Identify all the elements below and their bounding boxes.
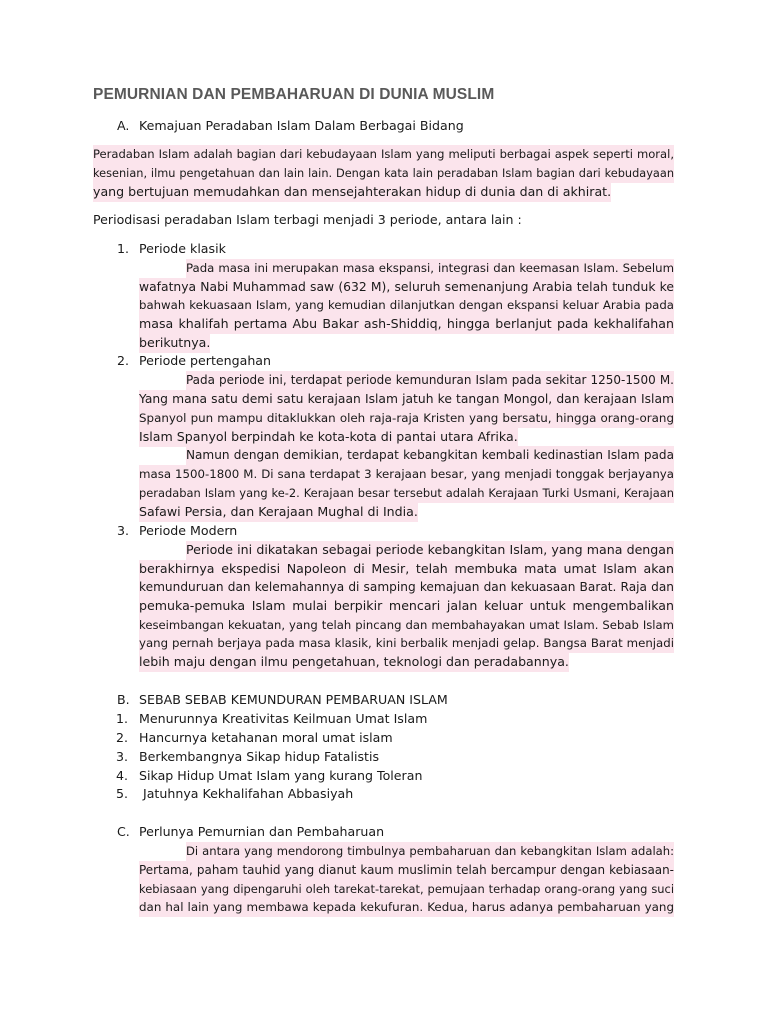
section-a-marker: A. — [117, 118, 130, 133]
list-item-marker: 2. — [116, 730, 129, 745]
paragraph-line: masa 1500-1800 M. Di sana terdapat 3 kerajaan besar, yang menjadi tonggak berjayanya — [139, 465, 674, 484]
paragraph-line: berakhirnya ekspedisi Napoleon di Mesir, telah membuka mata umat Islam akan — [139, 560, 674, 579]
paragraph-line: pemuka-pemuka Islam mulai berpikir mencari jalan keluar untuk mengembalikan — [139, 597, 674, 616]
period-marker: 3. — [117, 523, 130, 538]
intro-line: kesenian, ilmu pengetahuan dan lain lain. Dengan kata lain peradaban Islam bagian dari kebudayaan — [93, 164, 674, 183]
paragraph-line: Safawi Persia, dan Kerajaan Mughal di India. — [139, 503, 418, 522]
period-marker: 1. — [117, 241, 130, 256]
period-heading: Periode pertengahan — [139, 353, 272, 368]
list-item-marker: 3. — [116, 749, 129, 764]
document-title: PEMURNIAN DAN PEMBAHARUAN DI DUNIA MUSLIM — [93, 86, 495, 103]
intro-line: Peradaban Islam adalah bagian dari kebudayaan Islam yang meliputi berbagai aspek seperti moral, — [93, 145, 674, 164]
list-item: Hancurnya ketahanan moral umat islam — [139, 730, 393, 745]
section-a-heading: Kemajuan Peradaban Islam Dalam Berbagai Bidang — [139, 118, 464, 133]
section-c-marker: C. — [117, 824, 130, 839]
period-marker: 2. — [117, 353, 130, 368]
paragraph-line: Namun dengan demikian, terdapat kebangkitan kembali kedinastian Islam pada — [186, 446, 674, 465]
list-item-marker: 1. — [116, 711, 129, 726]
paragraph-line: kebiasaan yang dipengaruhi oleh tarekat-tarekat, pemujaan terhadap orang-orang yang suci — [139, 880, 674, 899]
paragraph-line: Di antara yang mendorong timbulnya pembaharuan dan kebangkitan Islam adalah: — [186, 842, 674, 861]
list-item: Menurunnya Kreativitas Keilmuan Umat Islam — [139, 711, 428, 726]
paragraph-line: kemunduruan dan kelemahannya di samping kemajuan dan kekuasaan Barat. Raja dan — [139, 578, 674, 597]
paragraph-line: dan hal lain yang membawa kepada kekufuran. Kedua, harus adanya pembaharuan yang — [139, 898, 674, 917]
paragraph-line: Pertama, paham tauhid yang dianut kaum muslimin telah bercampur dengan kebiasaan- — [139, 861, 674, 880]
list-item-marker: 5. — [116, 786, 129, 801]
paragraph-line: berikutnya. — [139, 334, 210, 353]
section-c-heading: Perlunya Pemurnian dan Pembaharuan — [139, 824, 385, 839]
paragraph-line: lebih maju dengan ilmu pengetahuan, teknologi dan peradabannya. — [139, 653, 569, 672]
paragraph-line: peradaban Islam yang ke-2. Kerajaan besar tersebut adalah Kerajaan Turki Usmani, Kerajaan — [139, 484, 674, 503]
periods-intro: Periodisasi peradaban Islam terbagi menjadi 3 periode, antara lain : — [93, 212, 522, 227]
section-b-heading: SEBAB SEBAB KEMUNDURAN PEMBARUAN ISLAM — [139, 692, 448, 707]
paragraph-line: masa khalifah pertama Abu Bakar ash-Shiddiq, hingga berlanjut pada kekhalifahan — [139, 315, 674, 334]
paragraph-line: Yang mana satu demi satu kerajaan Islam jatuh ke tangan Mongol, dan kerajaan Islam — [139, 390, 674, 409]
paragraph-line: wafatnya Nabi Muhammad saw (632 M), seluruh semenanjung Arabia telah tunduk ke — [139, 278, 674, 297]
paragraph-line: bahwah kekuasaan Islam, yang kemudian dilanjutkan dengan ekspansi keluar Arabia pada — [139, 296, 674, 315]
list-item-marker: 4. — [116, 768, 129, 783]
paragraph-line: Spanyol pun mampu ditaklukkan oleh raja-raja Kristen yang bersatu, hingga orang-orang — [139, 409, 674, 428]
list-item: Berkembangnya Sikap hidup Fatalistis — [139, 749, 380, 764]
period-heading: Periode Modern — [139, 523, 238, 538]
paragraph-line: Islam Spanyol berpindah ke kota-kota di pantai utara Afrika. — [139, 428, 518, 447]
paragraph-line: Pada masa ini merupakan masa ekspansi, integrasi dan keemasan Islam. Sebelum — [186, 259, 674, 278]
list-item: Jatuhnya Kekhalifahan Abbasiyah — [139, 786, 354, 801]
paragraph-line: yang pernah berjaya pada masa klasik, kini berbalik menjadi gelap. Bangsa Barat menjadi — [139, 634, 674, 653]
intro-line: yang bertujuan memudahkan dan mensejahterakan hidup di dunia dan di akhirat. — [93, 183, 611, 202]
section-b-marker: B. — [117, 692, 130, 707]
paragraph-line: Pada periode ini, terdapat periode kemunduran Islam pada sekitar 1250-1500 M. — [186, 371, 674, 390]
paragraph-line: keseimbangan kekuatan, yang telah pincang dan membahayakan umat Islam. Sebab Islam — [139, 616, 674, 635]
period-heading: Periode klasik — [139, 241, 226, 256]
paragraph-line: Periode ini dikatakan sebagai periode kebangkitan Islam, yang mana dengan — [186, 541, 674, 560]
list-item: Sikap Hidup Umat Islam yang kurang Toleran — [139, 768, 423, 783]
